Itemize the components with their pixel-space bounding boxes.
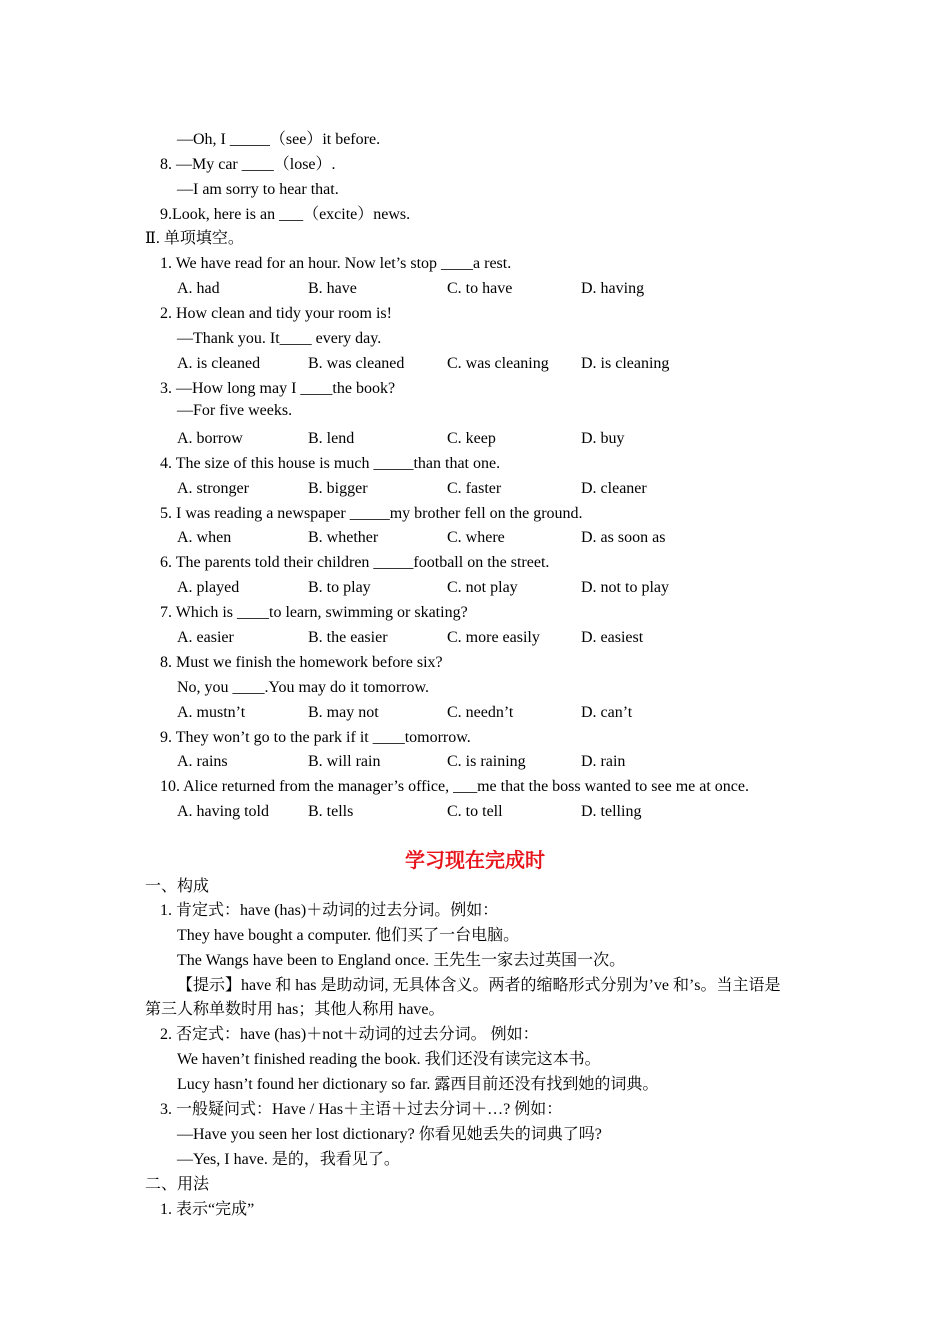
part2-heading: Ⅱ. 单项填空。 — [145, 230, 244, 247]
option-c: C. is raining — [447, 753, 526, 770]
example-sentence: —Have you seen her lost dictionary? 你看见她丢失的词典了吗? — [177, 1126, 602, 1143]
option-c: C. where — [447, 529, 505, 546]
example-sentence: —Yes, I have. 是的，我看见了。 — [177, 1151, 400, 1168]
option-a: A. had — [177, 280, 220, 297]
q9-line: 9.Look, here is an ___（excite）news. — [160, 206, 411, 223]
question-dialogue: —For five weeks. — [177, 402, 293, 419]
example-sentence: They have bought a computer. 他们买了一台电脑。 — [177, 927, 520, 944]
question-stem: 3. —How long may I ____the book? — [160, 380, 396, 397]
question-stem: 2. How clean and tidy your room is! — [160, 305, 392, 322]
q8-answer-line: —I am sorry to hear that. — [177, 181, 339, 198]
option-b: B. was cleaned — [308, 355, 405, 372]
option-d: D. having — [581, 280, 645, 297]
option-b: B. bigger — [308, 480, 368, 497]
option-d: D. buy — [581, 430, 625, 447]
q7-answer-line: —Oh, I _____（see）it before. — [177, 131, 381, 148]
usage-item: 1. 表示“完成” — [160, 1201, 255, 1218]
question-stem: 9. They won’t go to the park if it ____tomorrow. — [160, 729, 471, 746]
option-b: B. may not — [308, 704, 379, 721]
question-stem: 6. The parents told their children _____football on the street. — [160, 554, 550, 571]
option-d: D. is cleaning — [581, 355, 670, 372]
option-a: A. borrow — [177, 430, 243, 447]
negative-rule: 2. 否定式：have (has)＋not＋动词的过去分词。 例如： — [160, 1026, 539, 1043]
option-a: A. when — [177, 529, 232, 546]
option-a: A. stronger — [177, 480, 249, 497]
option-c: C. to tell — [447, 803, 503, 820]
q8-line: 8. —My car ____（lose）. — [160, 156, 336, 173]
tip-text: 【提示】have 和 has 是助动词, 无具体含义。两者的缩略形式分别为’ve 和’s。当主语是 — [177, 977, 781, 994]
option-a: A. mustn’t — [177, 704, 246, 721]
option-d: D. easiest — [581, 629, 644, 646]
option-c: C. keep — [447, 430, 496, 447]
question-stem: 7. Which is ____to learn, swimming or skating? — [160, 604, 468, 621]
option-d: D. telling — [581, 803, 642, 820]
question-stem: 1. We have read for an hour. Now let’s stop ____a rest. — [160, 255, 512, 272]
question-stem: 5. I was reading a newspaper _____my brother fell on the ground. — [160, 505, 583, 522]
question-stem: 10. Alice returned from the manager’s office, ___me that the boss wanted to see me at once. — [160, 778, 749, 795]
option-a: A. is cleaned — [177, 355, 261, 372]
example-sentence: The Wangs have been to England once. 王先生一家去过英国一次。 — [177, 952, 626, 969]
question-stem: 8. Must we finish the homework before six? — [160, 654, 443, 671]
option-d: D. can’t — [581, 704, 633, 721]
option-d: D. not to play — [581, 579, 669, 596]
option-c: C. not play — [447, 579, 518, 596]
option-a: A. easier — [177, 629, 234, 646]
option-a: A. having told — [177, 803, 269, 820]
option-b: B. to play — [308, 579, 371, 596]
option-c: C. needn’t — [447, 704, 514, 721]
question-dialogue: No, you ____.You may do it tomorrow. — [177, 679, 430, 696]
option-b: B. whether — [308, 529, 379, 546]
tip-text-continued: 第三人称单数时用 has；其他人称用 have。 — [145, 1001, 445, 1018]
affirmative-rule: 1. 肯定式：have (has)＋动词的过去分词。例如： — [160, 902, 499, 919]
option-c: C. to have — [447, 280, 513, 297]
option-d: D. cleaner — [581, 480, 647, 497]
option-d: D. rain — [581, 753, 626, 770]
option-b: B. will rain — [308, 753, 381, 770]
option-d: D. as soon as — [581, 529, 666, 546]
option-b: B. tells — [308, 803, 354, 820]
option-b: B. the easier — [308, 629, 388, 646]
example-sentence: Lucy hasn’t found her dictionary so far. 露西目前还没有找到她的词典。 — [177, 1076, 659, 1093]
section-title: 学习现在完成时 — [405, 848, 545, 872]
option-b: B. have — [308, 280, 357, 297]
option-a: A. rains — [177, 753, 228, 770]
example-sentence: We haven’t finished reading the book. 我们还没有读完这本书。 — [177, 1051, 601, 1068]
option-c: C. faster — [447, 480, 502, 497]
option-c: C. was cleaning — [447, 355, 549, 372]
heading-structure: 一、构成 — [145, 878, 210, 895]
heading-usage: 二、用法 — [145, 1176, 210, 1193]
option-b: B. lend — [308, 430, 355, 447]
question-rule: 3. 一般疑问式：Have / Has＋主语＋过去分词＋…? 例如： — [160, 1101, 563, 1118]
option-c: C. more easily — [447, 629, 540, 646]
option-a: A. played — [177, 579, 240, 596]
question-dialogue: —Thank you. It____ every day. — [177, 330, 382, 347]
question-stem: 4. The size of this house is much _____than that one. — [160, 455, 501, 472]
